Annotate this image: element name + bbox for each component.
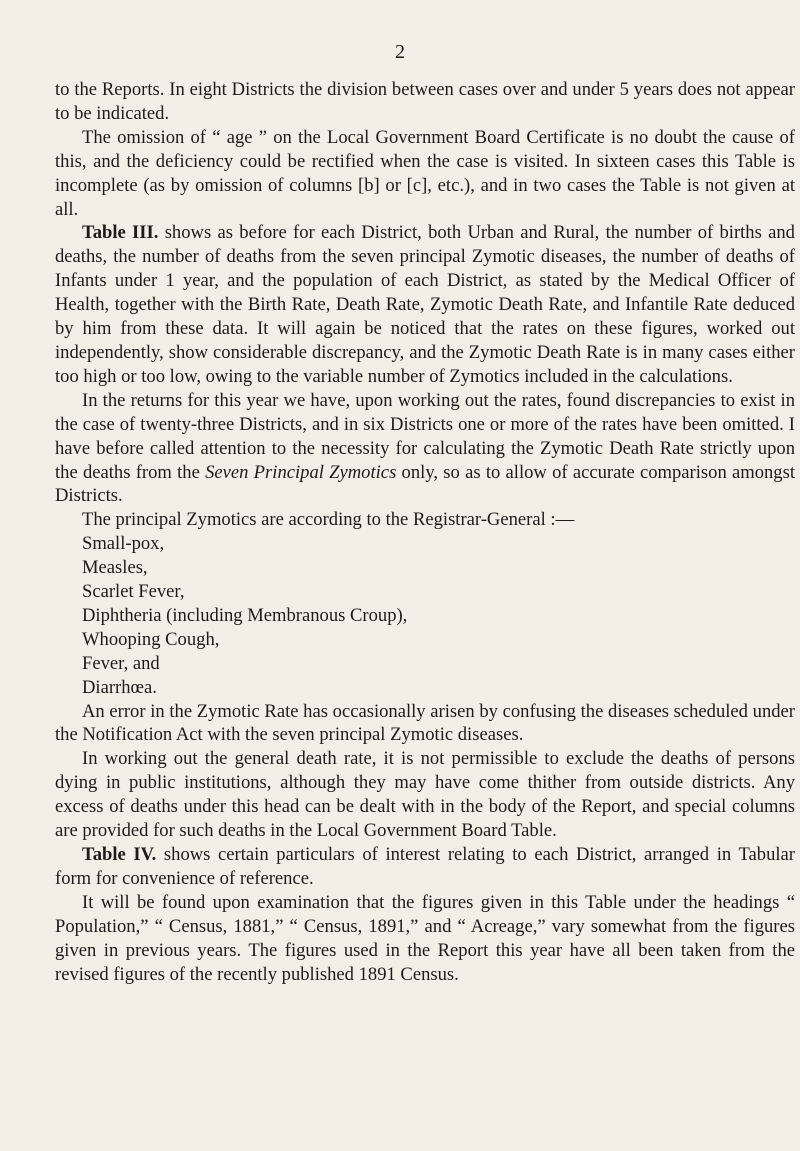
table-iv-text: shows certain particulars of interest relating to each District, arranged in Tabular form for convenience of reference. bbox=[55, 844, 795, 889]
seven-principal-zymotics-italic: Seven Principal Zymotics bbox=[205, 461, 397, 483]
paragraph-table-iii bbox=[55, 221, 795, 388]
page-number: 2 bbox=[395, 41, 405, 63]
body-text bbox=[55, 78, 795, 986]
list-item: Fever, and bbox=[82, 652, 160, 674]
list-item: Measles, bbox=[82, 557, 148, 579]
returns-text-b: only, so as to allow of accurate comparison amongst Districts. bbox=[55, 461, 796, 507]
list-item: Scarlet Fever, bbox=[82, 581, 185, 603]
paragraph-table-iv bbox=[55, 843, 795, 891]
list-item: Diphtheria (including Membranous Croup), bbox=[82, 604, 408, 626]
paragraph-omission-of-age: The omission of “ age ” on the Local Government Board Certificate is no doubt the cause of this, and the deficiency could be rectified when the case is visited. In sixteen cases this Table is incomplete (as by omission of columns [b] or [c], etc.), and in two cases the Table is not given at all. bbox=[55, 126, 795, 220]
paragraph-returns-discrepancies bbox=[55, 389, 795, 509]
table-iv-heading: Table IV. bbox=[82, 844, 157, 865]
table-iii-heading: Table III. bbox=[82, 222, 159, 244]
zymotics-list bbox=[55, 532, 795, 699]
returns-text-a: In the returns for this year we have, upon working out the rates, found discrepancies to exist in the case of twenty-three Districts, and in six Districts one or more of the rates have been omitted. I have before called attention to the necessity for calculating the Zymotic Death Rate strictly upon the deaths from the bbox=[55, 389, 795, 483]
paragraph-principal-zymotics: The principal Zymotics are according to the Registrar-General :— bbox=[82, 509, 575, 531]
paragraph-continuation: to the Reports. In eight Districts the division between cases over and under 5 years does not appear to be indicated. bbox=[55, 79, 795, 124]
paragraph-zymotic-rate-error: An error in the Zymotic Rate has occasionally arisen by confusing the diseases scheduled under the Notification Act with the seven principal Zymotic diseases. bbox=[55, 700, 795, 746]
paragraph-general-death-rate: In working out the general death rate, it is not permissible to exclude the deaths of persons dying in public institutions, although they may have come thither from outside districts. Any excess of deaths under this head can be dealt with in the body of the Report, and special columns are provided for such deaths in the Local Government Board Table. bbox=[55, 748, 795, 842]
list-item: Small-pox, bbox=[82, 533, 165, 555]
list-item: Diarrhœa. bbox=[82, 676, 157, 698]
paragraph-census-figures: It will be found upon examination that the figures given in this Table under the headings “ Population,” “ Census, 1881,” “ Census, 1891,” and “ Acreage,” vary somewhat from the figures given in previous years. The figures used in the Report this year have all been taken from the revised figures of the recently published 1891 Census. bbox=[55, 891, 795, 985]
table-iii-text: shows as before for each District, both Urban and Rural, the number of births and deaths, the number of deaths from the seven principal Zymotic diseases, the number of deaths of Infants under 1 year, and the population of each District, as stated by the Medical Officer of Health, together with the Birth Rate, Death Rate, Zymotic Death Rate, and Infantile Rate deduced by him from these data. It will again be noticed that the rates on these figures, worked out independently, show considerable discrepancy, and the Zymotic Death Rate is in many cases either too high or too low, owing to the variable number of Zymotics included in the calculations. bbox=[55, 222, 795, 387]
list-item: Whooping Cough, bbox=[82, 628, 220, 650]
